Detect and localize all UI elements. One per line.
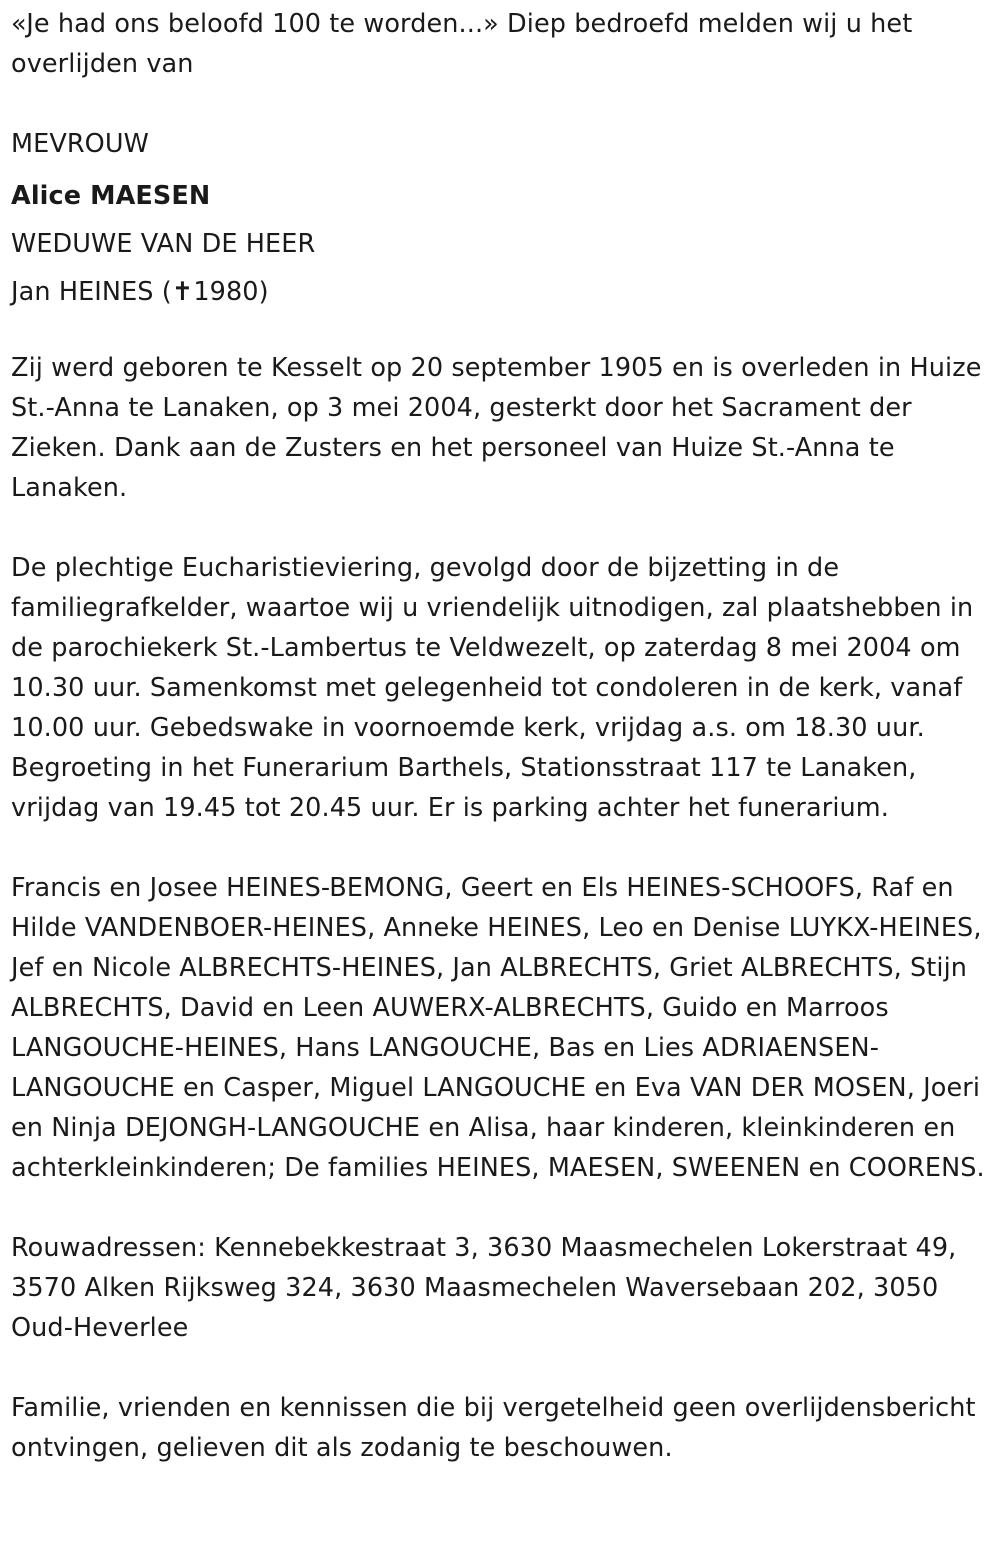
spacer bbox=[11, 1348, 990, 1388]
birth-death-paragraph: Zij werd geboren te Kesselt op 20 september 1905 en is overleden in Huize St.-Anna te Lanaken, op 3 mei 2004, gesterkt door het Sacrament der Zieken. Dank aan de Zusters en het personeel van Huize St.-Anna te Lanaken. bbox=[11, 353, 982, 503]
husband-line bbox=[11, 268, 990, 316]
husband-name: Jan HEINES ( bbox=[11, 277, 172, 307]
spacer bbox=[11, 1188, 990, 1228]
closing-paragraph: Familie, vrienden en kennissen die bij vergetelheid geen overlijdensbericht ontvingen, gelieven dit als zodanig te beschouwen. bbox=[11, 1393, 976, 1463]
husband-death-year: 1980) bbox=[193, 277, 269, 307]
family-paragraph: Francis en Josee HEINES-BEMONG, Geert en Els HEINES-SCHOOFS, Raf en Hilde VANDENBOER-HEINES, Anneke HEINES, Leo en Denise LUYKX-HEINES, Jef en Nicole ALBRECHTS-HEINES, Jan ALBRECHTS, Griet ALBRECHTS, Stijn ALBRECHTS, David en Leen AUWERX-ALBRECHTS, Guido en Marroos LANGOUCHE-HEINES, Hans LANGOUCHE, Bas en Lies ADRIAENSEN-LANGOUCHE en Casper, Miguel LANGOUCHE en Eva VAN DER MOSEN, Joeri en Ninja DEJONGH-LANGOUCHE en Alisa, haar kinderen, kleinkinderen en achterkleinkinderen; De families HEINES, MAESEN, SWEENEN en COORENS. bbox=[11, 873, 985, 1183]
intro-paragraph: «Je had ons beloofd 100 te worden...» Diep bedroefd melden wij u het overlijden van bbox=[11, 9, 913, 79]
spacer bbox=[11, 508, 990, 548]
cross-icon: ✝ bbox=[171, 277, 194, 307]
addresses-paragraph: Rouwadressen: Kennebekkestraat 3, 3630 Maasmechelen Lokerstraat 49, 3570 Alken Rijksweg 324, 3630 Maasmechelen Waversebaan 202, 3050 Oud-Heverlee bbox=[11, 1233, 957, 1343]
deceased-name: Alice MAESEN bbox=[11, 181, 211, 211]
widow-of-label: WEDUWE VAN DE HEER bbox=[11, 229, 316, 259]
spacer bbox=[11, 828, 990, 868]
ceremony-paragraph: De plechtige Eucharistieviering, gevolgd door de bijzetting in de familiegrafkelder, waartoe wij u vriendelijk uitnodigen, zal plaatshebben in de parochiekerk St.-Lambertus te Veldwezelt, op zaterdag 8 mei 2004 om 10.30 uur. Samenkomst met gelegenheid tot condoleren in de kerk, vanaf 10.00 uur. Gebedswake in voornoemde kerk, vrijdag a.s. om 18.30 uur. Begroeting in het Funerarium Barthels, Stationsstraat 117 te Lanaken, vrijdag van 19.45 tot 20.45 uur. Er is parking achter het funerarium. bbox=[11, 553, 974, 823]
spacer bbox=[11, 84, 990, 124]
title-mevrouw: MEVROUW bbox=[11, 129, 149, 159]
spacer bbox=[11, 316, 990, 348]
